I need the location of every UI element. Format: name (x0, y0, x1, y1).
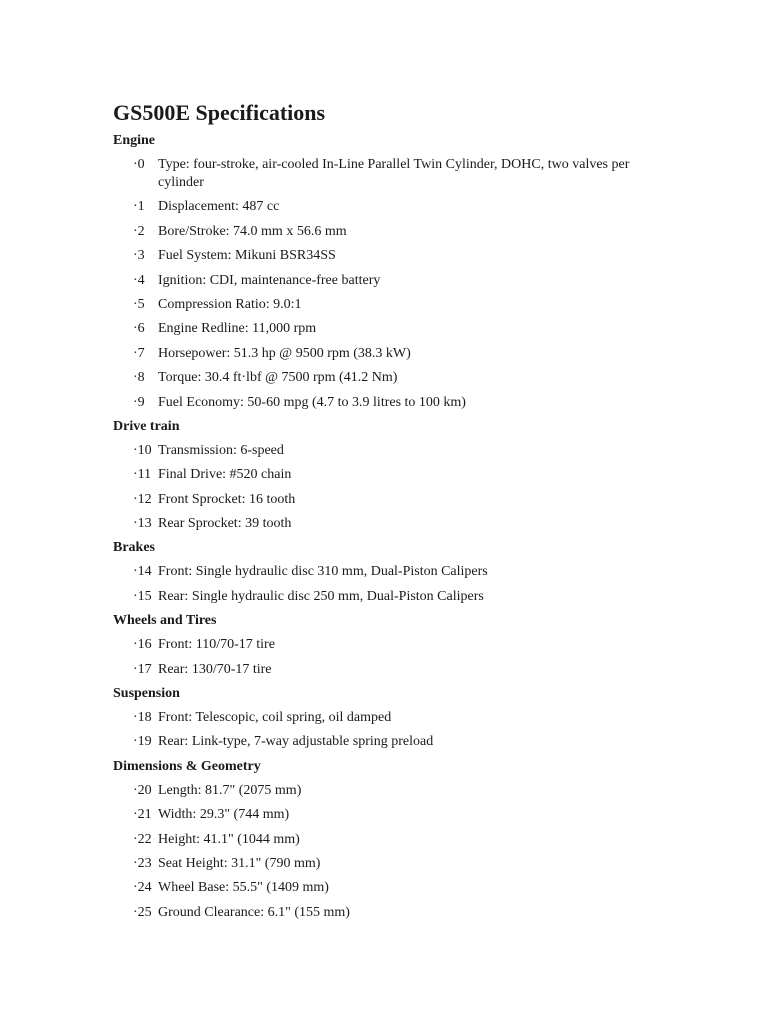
spec-item-text: Type: four-stroke, air-cooled In-Line Parallel Twin Cylinder, DOHC, two valves per cylinder (158, 157, 630, 190)
spec-item-number: ·16 (133, 637, 152, 653)
spec-item (113, 636, 673, 654)
spec-item-text: Fuel System: Mikuni BSR34SS (158, 248, 336, 264)
spec-item-number: ·17 (133, 661, 152, 677)
spec-list (113, 782, 673, 922)
spec-item-number: ·13 (133, 516, 152, 532)
spec-item (113, 806, 673, 824)
spec-item-number: ·12 (133, 491, 152, 507)
spec-item-number: ·24 (133, 880, 152, 896)
spec-item-text: Displacement: 487 cc (158, 199, 280, 215)
spec-item-text: Ground Clearance: 6.1" (155 mm) (158, 904, 350, 920)
spec-item-number: ·21 (133, 807, 152, 823)
spec-item-text: Seat Height: 31.1" (790 mm) (158, 855, 321, 871)
spec-item-text: Rear: Single hydraulic disc 250 mm, Dual-Piston Calipers (158, 588, 484, 604)
spec-item-number: ·5 (133, 296, 145, 312)
spec-item-number: ·6 (133, 321, 145, 337)
spec-item (113, 296, 673, 314)
spec-list (113, 156, 673, 412)
spec-item-number: ·11 (133, 467, 152, 483)
spec-list (113, 636, 673, 678)
spec-list (113, 442, 673, 533)
section-heading: Wheels and Tires (113, 613, 217, 629)
spec-item-text: Final Drive: #520 chain (158, 467, 292, 483)
spec-item-number: ·0 (133, 157, 145, 172)
spec-item-text: Width: 29.3" (744 mm) (158, 807, 290, 823)
spec-item (113, 320, 673, 338)
spec-item (113, 466, 673, 484)
spec-item-number: ·18 (133, 710, 152, 726)
spec-item (113, 442, 673, 460)
spec-item-text: Bore/Stroke: 74.0 mm x 56.6 mm (158, 223, 347, 239)
spec-item-text: Front Sprocket: 16 tooth (158, 491, 296, 507)
spec-item-text: Transmission: 6-speed (158, 442, 284, 458)
spec-item-text: Front: 110/70-17 tire (158, 637, 275, 653)
spec-item (113, 588, 673, 606)
spec-item (113, 369, 673, 387)
spec-item-number: ·1 (133, 199, 145, 215)
spec-item (113, 491, 673, 509)
section-heading: Drive train (113, 418, 180, 434)
section-heading: Engine (113, 133, 156, 148)
spec-item-number: ·7 (133, 345, 145, 361)
spec-item-number: ·20 (133, 782, 152, 798)
spec-item (113, 879, 673, 897)
page-title: GS500E Specifications (113, 100, 326, 125)
spec-item (113, 198, 673, 216)
spec-list (113, 709, 673, 751)
spec-item (113, 563, 673, 581)
spec-item (113, 733, 673, 751)
section-heading: Dimensions & Geometry (113, 758, 261, 774)
spec-item (113, 223, 673, 241)
spec-item-text: Horsepower: 51.3 hp @ 9500 rpm (38.3 kW) (158, 345, 411, 361)
spec-item (113, 272, 673, 290)
spec-item (113, 831, 673, 849)
spec-item-text: Front: Single hydraulic disc 310 mm, Dual-Piston Calipers (158, 564, 488, 580)
spec-item-text: Front: Telescopic, coil spring, oil damped (158, 710, 392, 726)
spec-item-number: ·8 (133, 370, 145, 386)
spec-item-number: ·14 (133, 564, 152, 580)
spec-item-number: ·15 (133, 588, 152, 604)
spec-content (113, 132, 673, 928)
spec-item-text: Height: 41.1" (1044 mm) (158, 831, 300, 847)
section-heading: Brakes (113, 540, 155, 556)
spec-item-number: ·22 (133, 831, 152, 847)
spec-item (113, 156, 673, 192)
spec-item (113, 394, 673, 412)
spec-item-text: Torque: 30.4 ft·lbf @ 7500 rpm (41.2 Nm) (158, 370, 398, 386)
spec-item-text: Rear Sprocket: 39 tooth (158, 516, 292, 532)
spec-item-text: Compression Ratio: 9.0:1 (158, 296, 302, 312)
spec-item (113, 515, 673, 533)
spec-item-number: ·2 (133, 223, 145, 239)
spec-item-text: Engine Redline: 11,000 rpm (158, 321, 317, 337)
spec-item (113, 709, 673, 727)
spec-item-number: ·4 (133, 272, 145, 288)
spec-item-number: ·25 (133, 904, 152, 920)
spec-item-text: Rear: 130/70-17 tire (158, 661, 272, 677)
spec-item (113, 855, 673, 873)
section-heading: Suspension (113, 686, 180, 702)
spec-item-number: ·10 (133, 442, 152, 458)
spec-item-text: Rear: Link-type, 7-way adjustable spring preload (158, 734, 434, 750)
spec-item-text: Fuel Economy: 50-60 mpg (4.7 to 3.9 litres to 100 km) (158, 394, 466, 410)
spec-item-number: ·19 (133, 734, 152, 750)
spec-item (113, 345, 673, 363)
spec-item-number: ·23 (133, 855, 152, 871)
spec-list (113, 563, 673, 605)
spec-item-text: Wheel Base: 55.5" (1409 mm) (158, 880, 329, 896)
spec-item (113, 247, 673, 265)
spec-item (113, 904, 673, 922)
spec-item-number: ·3 (133, 248, 145, 264)
spec-item-number: ·9 (133, 394, 145, 410)
spec-item (113, 782, 673, 800)
spec-item (113, 661, 673, 679)
spec-item-text: Length: 81.7" (2075 mm) (158, 782, 302, 798)
spec-item-text: Ignition: CDI, maintenance-free battery (158, 272, 381, 288)
